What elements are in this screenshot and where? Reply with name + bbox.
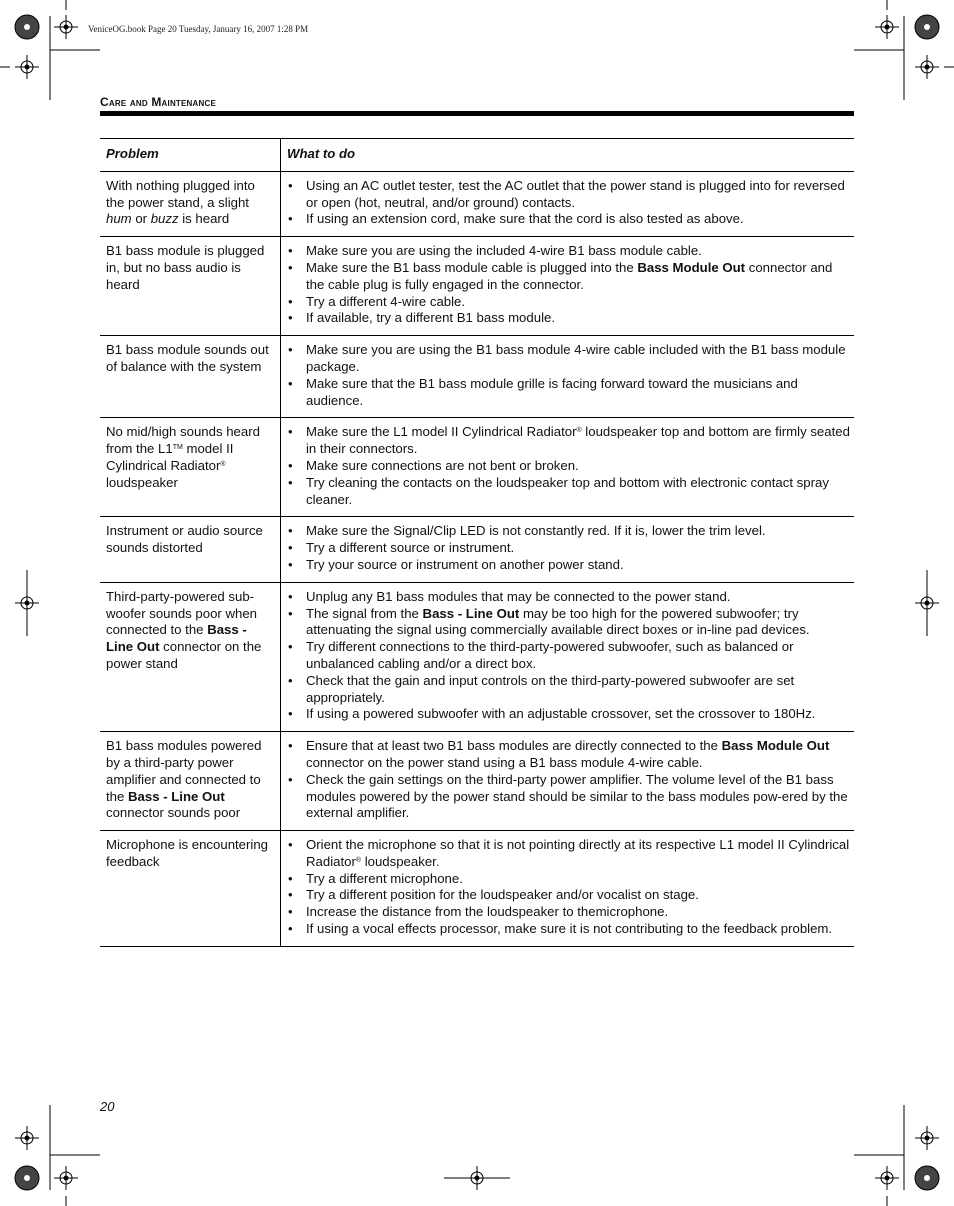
- print-slug: VeniceOG.book Page 20 Tuesday, January 16, 2007 1:28 PM: [88, 24, 309, 34]
- text-run: Third-party-powered sub-woofer sounds poor when connected to the: [106, 588, 258, 638]
- trademark-mark: ®: [355, 856, 362, 864]
- text-run: Make sure the Signal/Clip LED is not constantly red. If it is, lower the trim level.: [306, 523, 766, 539]
- bold-text: Bass Module Out: [637, 259, 746, 275]
- text-run: B1 bass module is plugged in, but no bass audio is heard: [106, 243, 265, 292]
- text-run: loudspeaker top and bottom are firmly seated in their connectors.: [306, 424, 850, 457]
- trademark-mark: ®: [220, 460, 226, 468]
- column-header-problem: Problem: [100, 139, 281, 172]
- column-header-what-to-do: What to do: [281, 139, 855, 172]
- section-title: Care and Maintenance: [100, 95, 216, 109]
- text-run: The signal from the: [306, 605, 423, 621]
- trademark-mark: ®: [576, 427, 582, 435]
- text-run: is heard: [178, 211, 230, 227]
- bold-text: Bass Module Out: [721, 738, 830, 754]
- bold-text: Bass - Line Out: [106, 622, 247, 655]
- text-run: Make sure that the B1 bass module grille is facing forward toward the musicians and audience.: [306, 375, 798, 408]
- text-run: Using an AC outlet tester, test the AC outlet that the power stand is plugged into for reversed or open (hot, neutral, and/or ground) contacts.: [306, 177, 845, 210]
- text-run: Unplug any B1 bass modules that may be connected to the power stand.: [306, 588, 731, 604]
- italic-text: hum: [106, 211, 132, 227]
- text-run: may be too high for the powered subwoofer; try attenuating the signal using commercially available direct boxes or in-line pad devices.: [306, 605, 810, 638]
- page-number: 20: [100, 1099, 115, 1114]
- text-run: If using a vocal effects processor, make sure it is not contributing to the feedback problem.: [306, 921, 833, 937]
- text-run: Increase the distance from the loudspeaker to themicrophone.: [306, 904, 669, 920]
- text-run: loudspeaker: [106, 474, 178, 490]
- text-run: No mid/high sounds heard from the L1: [106, 424, 260, 457]
- bold-text: Bass - Line Out: [422, 605, 520, 621]
- text-run: Ensure that at least two B1 bass modules are directly connected to the: [306, 738, 722, 754]
- text-run: connector and the cable plug is fully engaged in the connector.: [306, 259, 833, 292]
- text-run: B1 bass module sounds out of balance with the system: [106, 342, 269, 374]
- text-run: Instrument or audio source sounds distorted: [106, 523, 263, 556]
- text-run: If using a powered subwoofer with an adjustable crossover, set the crossover to 180Hz.: [306, 706, 816, 722]
- text-run: Try cleaning the contacts on the loudspeaker top and bottom with electronic contact spray cleaner.: [306, 474, 829, 507]
- text-run: B1 bass modules powered by a third-party power amplifier and connected to the: [106, 738, 262, 804]
- text-run: Try your source or instrument on another power stand.: [306, 556, 624, 572]
- trademark-mark: TM: [172, 444, 183, 452]
- text-run: Try a different position for the loudspeaker and/or vocalist on stage.: [306, 887, 699, 903]
- text-run: Make sure connections are not bent or broken.: [306, 457, 579, 473]
- text-run: connector on the power stand: [106, 639, 262, 671]
- text-run: connector sounds poor: [106, 805, 241, 821]
- text-run: Make sure you are using the included 4-wire B1 bass module cable.: [306, 243, 702, 259]
- text-run: or: [131, 211, 151, 227]
- text-run: With nothing plugged into the power stand, a slight: [106, 177, 255, 210]
- text-run: Make sure you are using the B1 bass module 4-wire cable included with the B1 bass module package.: [306, 342, 846, 374]
- text-run: Try a different 4-wire cable.: [306, 293, 466, 309]
- text-run: Make sure the L1 model II Cylindrical Radiator: [306, 424, 577, 440]
- text-run: Try different connections to the third-party-powered subwoofer, such as balanced or unbalanced cabling and/or a direct box.: [306, 639, 794, 671]
- text-run: Orient the microphone so that it is not pointing directly at its respective L1 model II Cylindrical Radiator: [306, 837, 850, 869]
- text-run: connector on the power stand using a B1 bass module 4-wire cable.: [306, 754, 703, 770]
- text-run: loudspeaker.: [361, 853, 440, 869]
- bold-text: Bass - Line Out: [128, 788, 225, 804]
- italic-text: buzz: [150, 211, 179, 227]
- text-run: Check that the gain and input controls on the third-party-powered subwoofer are set appropriately.: [306, 672, 795, 705]
- text-run: Make sure the B1 bass module cable is plugged into the: [306, 259, 638, 275]
- text-run: If available, try a different B1 bass module.: [306, 310, 555, 326]
- text-run: model II Cylindrical Radiator: [106, 441, 234, 473]
- text-run: If using an extension cord, make sure that the cord is also tested as above.: [306, 211, 744, 227]
- text-run: Try a different microphone.: [306, 870, 463, 886]
- text-run: Microphone is encountering feedback: [106, 837, 269, 869]
- text-run: Check the gain settings on the third-party power amplifier. The volume level of the B1 bass modules powered by the power stand should be similar to the bass modules pow-ered by the external amplifier.: [306, 771, 848, 821]
- text-run: Try a different source or instrument.: [306, 540, 515, 556]
